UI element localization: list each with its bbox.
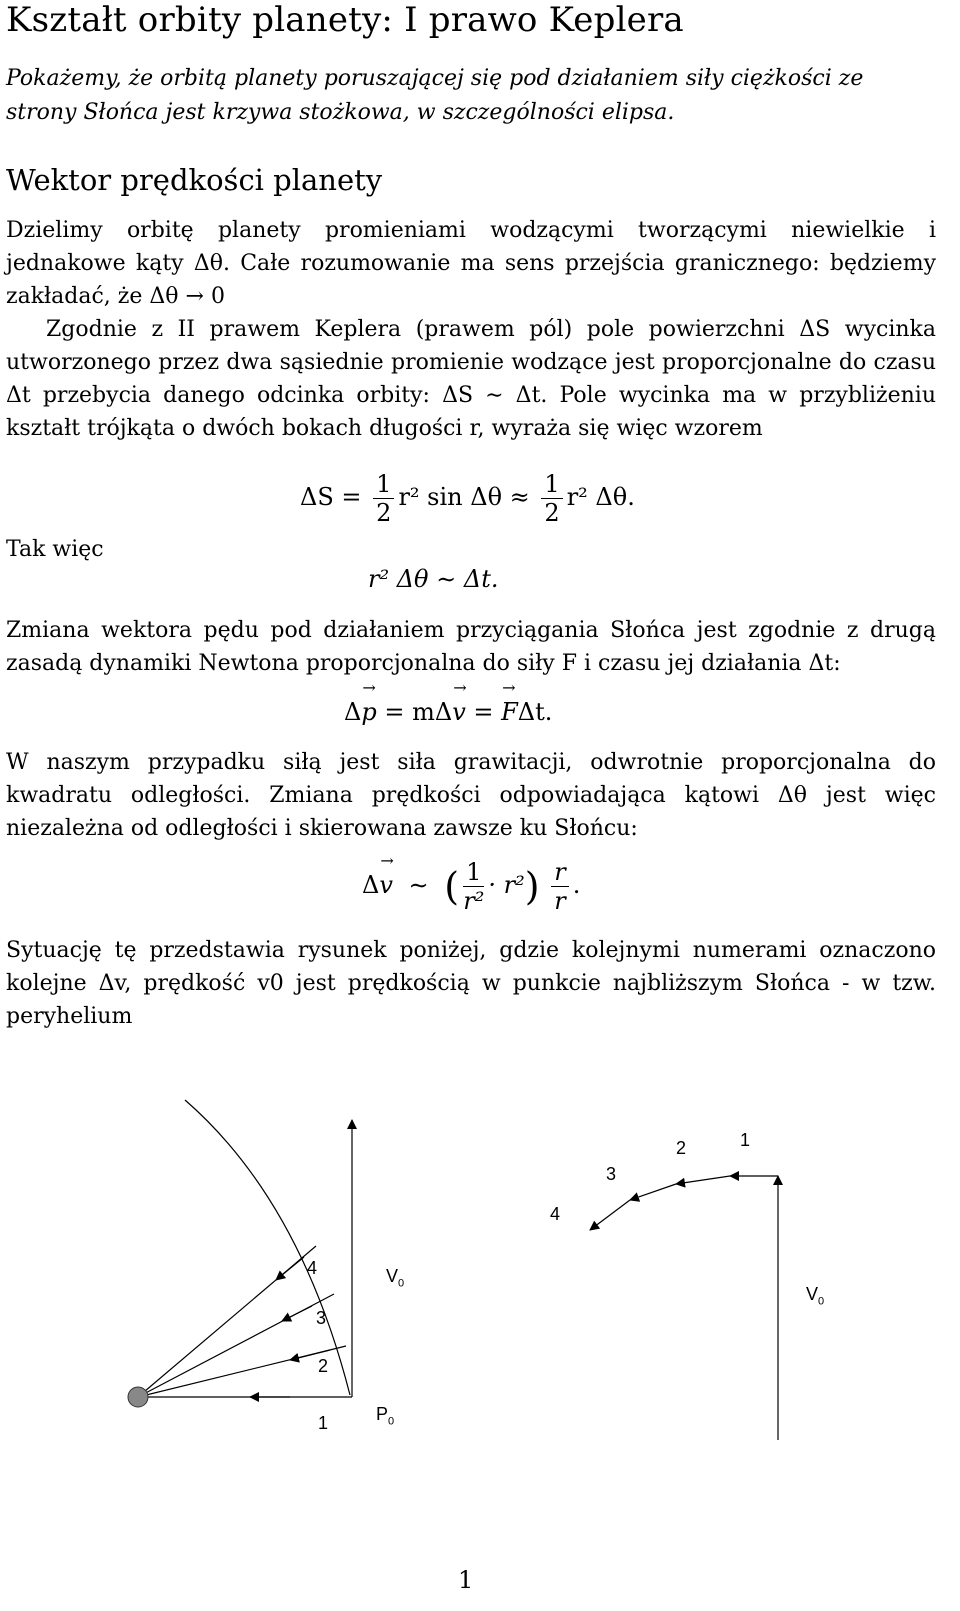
fig-left-label-3: 3 xyxy=(316,1308,327,1328)
eq1-rhs: r² Δθ. xyxy=(566,483,635,511)
fig-v0-label: $V_0$ xyxy=(386,1266,405,1290)
sun-circle xyxy=(128,1387,148,1407)
equation-momentum: Δ→ p = mΔ→ v = → FΔt. xyxy=(344,698,552,726)
right-delta-v-3 xyxy=(630,1184,676,1200)
equation-proportionality: r² Δθ ∼ Δt. xyxy=(368,565,499,593)
eq1-lhs: ΔS = xyxy=(300,483,362,511)
paragraph-4: W naszym przypadku siłą jest siła grawitacji, odwrotnie proporcjonalna do kwadratu odległości. Zmiana prędkości odpowiadająca kątowi Δθ jest więc niezależna od odległości i skierowana zawsze ku Słońcu: xyxy=(6,750,936,841)
equation-velocity-change: Δ→ v ∼ ( $\frac{1}{\text{r²}}$ · r²) $\frac{r}{r}$ . xyxy=(362,858,580,915)
page-title: Kształt orbity planety: I prawo Keplera xyxy=(6,0,684,40)
fig-left-label-1: 1 xyxy=(318,1413,329,1433)
fig-left-label-2: 2 xyxy=(318,1356,329,1376)
fig-right-label-1: 1 xyxy=(740,1130,751,1150)
paragraph-3: Zmiana wektora pędu pod działaniem przyciągania Słońca jest zgodnie z drugą zasadą dynamiki Newtona proporcjonalna do siły F i czasu jej działania Δt: xyxy=(6,618,936,676)
fig-right-label-2: 2 xyxy=(676,1138,687,1158)
delta-v-arrow-3 xyxy=(282,1306,312,1321)
fig-left-label-4: 4 xyxy=(307,1258,318,1278)
section-title: Wektor prędkości planety xyxy=(6,163,383,197)
paragraph-2: Zgodnie z II prawem Keplera (prawem pól) pole powierzchni ΔS wycinka utworzonego przez dwa sąsiednie promienie wodzące jest proporcjonalne do czasu Δt przebycia danego odcinka orbity: ΔS ∼ Δt. Pole wycinka ma w przybliżeniu kształt trójkąta o dwóch bokach długości r, wyraża się więc wzorem xyxy=(6,317,936,441)
fig-right-label-4: 4 xyxy=(550,1204,561,1224)
tak-wiec-label: Tak więc xyxy=(6,537,104,562)
equation-sector-area xyxy=(300,470,635,527)
page-number: 1 xyxy=(458,1566,474,1594)
eq1-mid: r² sin Δθ ≈ xyxy=(398,483,530,511)
fig-right-v0-label: $V_0$ xyxy=(806,1284,825,1308)
paragraph-5: Sytuację tę przedstawia rysunek poniżej, gdzie kolejnymi numerami oznaczono kolejne Δv, prędkość v0 jest prędkością w punkcie najbliższym Słońca - w tzw. peryhelium xyxy=(6,938,936,1029)
right-delta-v-2 xyxy=(676,1176,730,1184)
fig-right-label-3: 3 xyxy=(606,1164,617,1184)
delta-v-arrow-4 xyxy=(276,1257,304,1280)
abstract: Pokażemy, że orbitą planety poruszającej się pod działaniem siły ciężkości ze strony Słońca jest krzywa stożkowa, w szczególności elipsa. xyxy=(6,66,864,125)
right-delta-v-4 xyxy=(590,1200,630,1230)
eq1-fraction-b: $\frac{1}{2}$ xyxy=(541,470,562,527)
fig-p0-label: $P_0$ xyxy=(376,1404,395,1428)
paragraph-1: Dzielimy orbitę planety promieniami wodzącymi tworzącymi niewielkie i jednakowe kąty Δθ. Całe rozumowanie ma sens przejścia granicznego: będziemy zakładać, że Δθ → 0 xyxy=(6,218,936,309)
eq1-fraction-a: $\frac{1}{2}$ xyxy=(373,470,394,527)
